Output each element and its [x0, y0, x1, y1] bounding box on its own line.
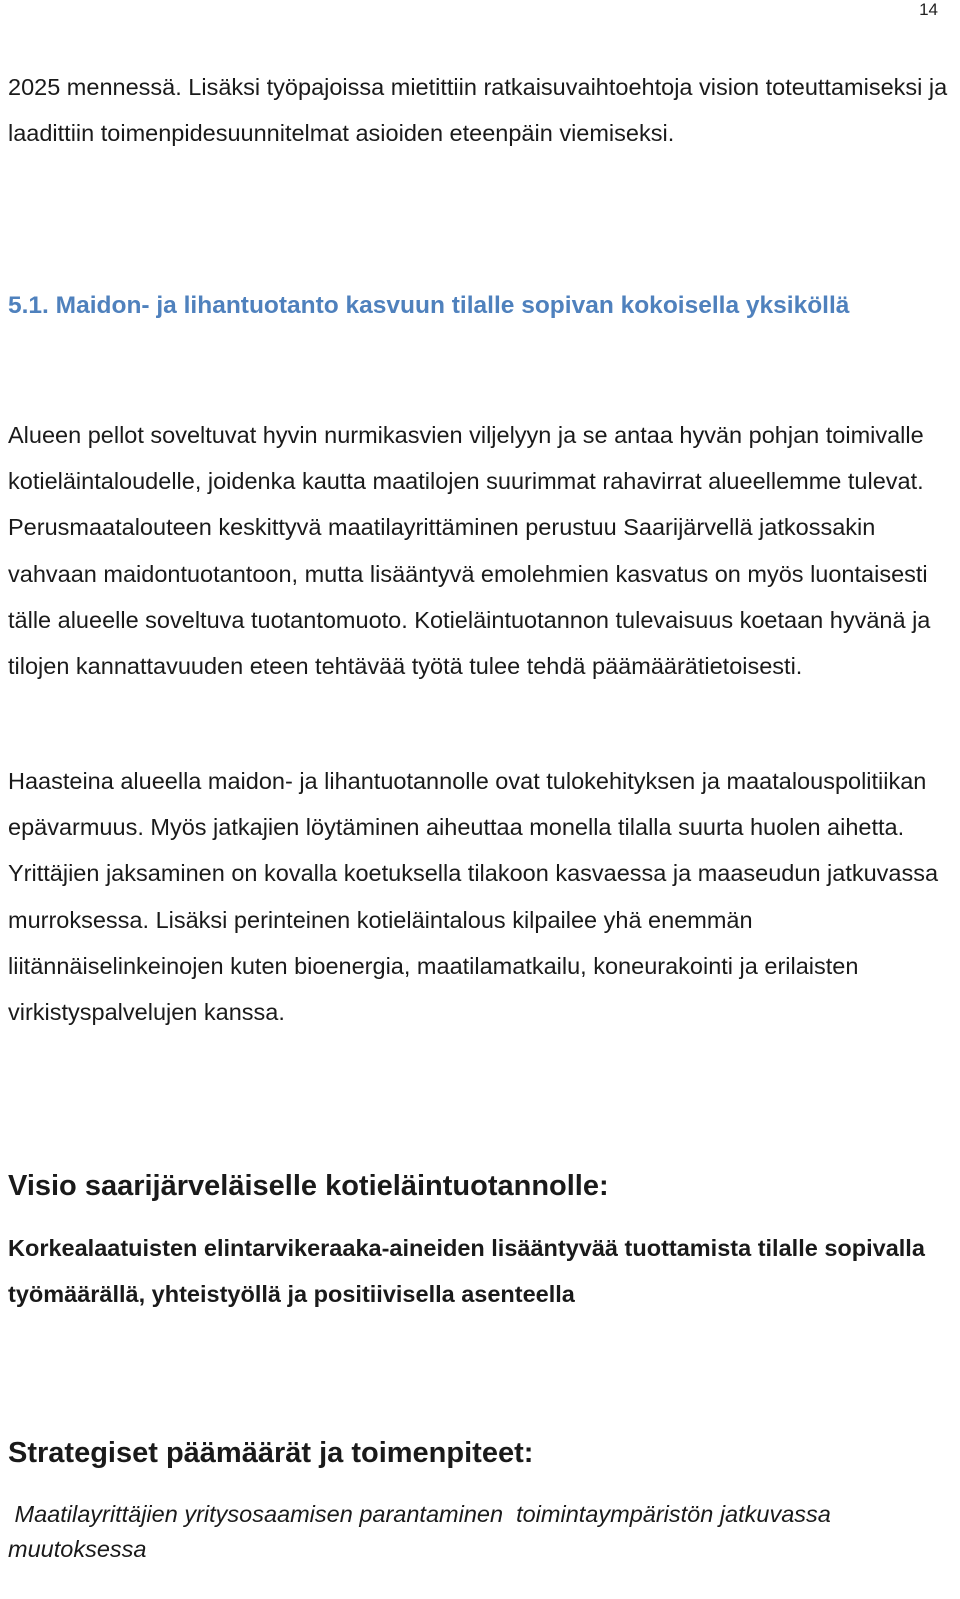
strategy-item: Maatilayrittäjien yritysosaamisen parantaminen toimintaympäristön jatkuvassa muutoksessa — [8, 1501, 838, 1562]
intro-paragraph: 2025 mennessä. Lisäksi työpajoissa mietittiin ratkaisuvaihtoehtoja vision toteuttamiseksi ja laadittiin toimenpidesuunnitelmat asioiden eteenpäin viemiseksi. — [8, 74, 948, 147]
section-heading: 5.1. Maidon- ja lihantuotanto kasvuun tilalle sopivan kokoisella yksiköllä — [8, 292, 850, 319]
intro-paragraph-block — [8, 64, 948, 156]
vision-text: Korkealaatuisten elintarvikeraaka-aineiden lisääntyvää tuottamista tilalle sopivalla työmäärällä, yhteistyöllä ja positiivisella asenteella — [8, 1235, 925, 1307]
section-paragraph-1: Alueen pellot soveltuvat hyvin nurmikasvien viljelyyn ja se antaa hyvän pohjan toimivalle kotieläintaloudelle, joidenka kautta maatilojen suurimmat rahavirrat alueellemme tulevat. Perusmaatalouteen keskittyvä maatilayrittäminen perustuu Saarijärvellä jatkossakin vahvaan maidontuotantoon, mutta lisääntyvä emolehmien kasvatus on myös luontaisesti tälle alueelle soveltuva tuotantomuoto. Kotieläintuotannon tulevaisuus koetaan hyvänä ja tilojen kannattavuuden eteen tehtävää työtä tulee tehdä päämäärätietoisesti. — [8, 422, 931, 680]
page-number: 14 — [919, 0, 938, 19]
section-paragraph-2: Haasteina alueella maidon- ja lihantuotannolle ovat tulokehityksen ja maatalouspolitiikan epävarmuus. Myös jatkajien löytäminen aiheuttaa monella tilalla suurta huolen aihetta. Yrittäjien jaksaminen on kovalla koetuksella tilakoon kasvaessa ja maaseudun jatkuvassa murroksessa. Lisäksi perinteinen kotieläintalous kilpailee yhä enemmän liitännäiselinkeinojen kuten bioenergia, maatilamatkailu, koneurakointi ja erilaisten virkistyspalvelujen kanssa. — [8, 768, 939, 1026]
strategy-heading: Strategiset päämäärät ja toimenpiteet: — [8, 1437, 534, 1469]
section-paragraph-2-block — [8, 758, 948, 1035]
vision-heading: Visio saarijärveläiselle kotieläintuotannolle: — [8, 1170, 609, 1202]
section-paragraph-1-block — [8, 412, 948, 689]
